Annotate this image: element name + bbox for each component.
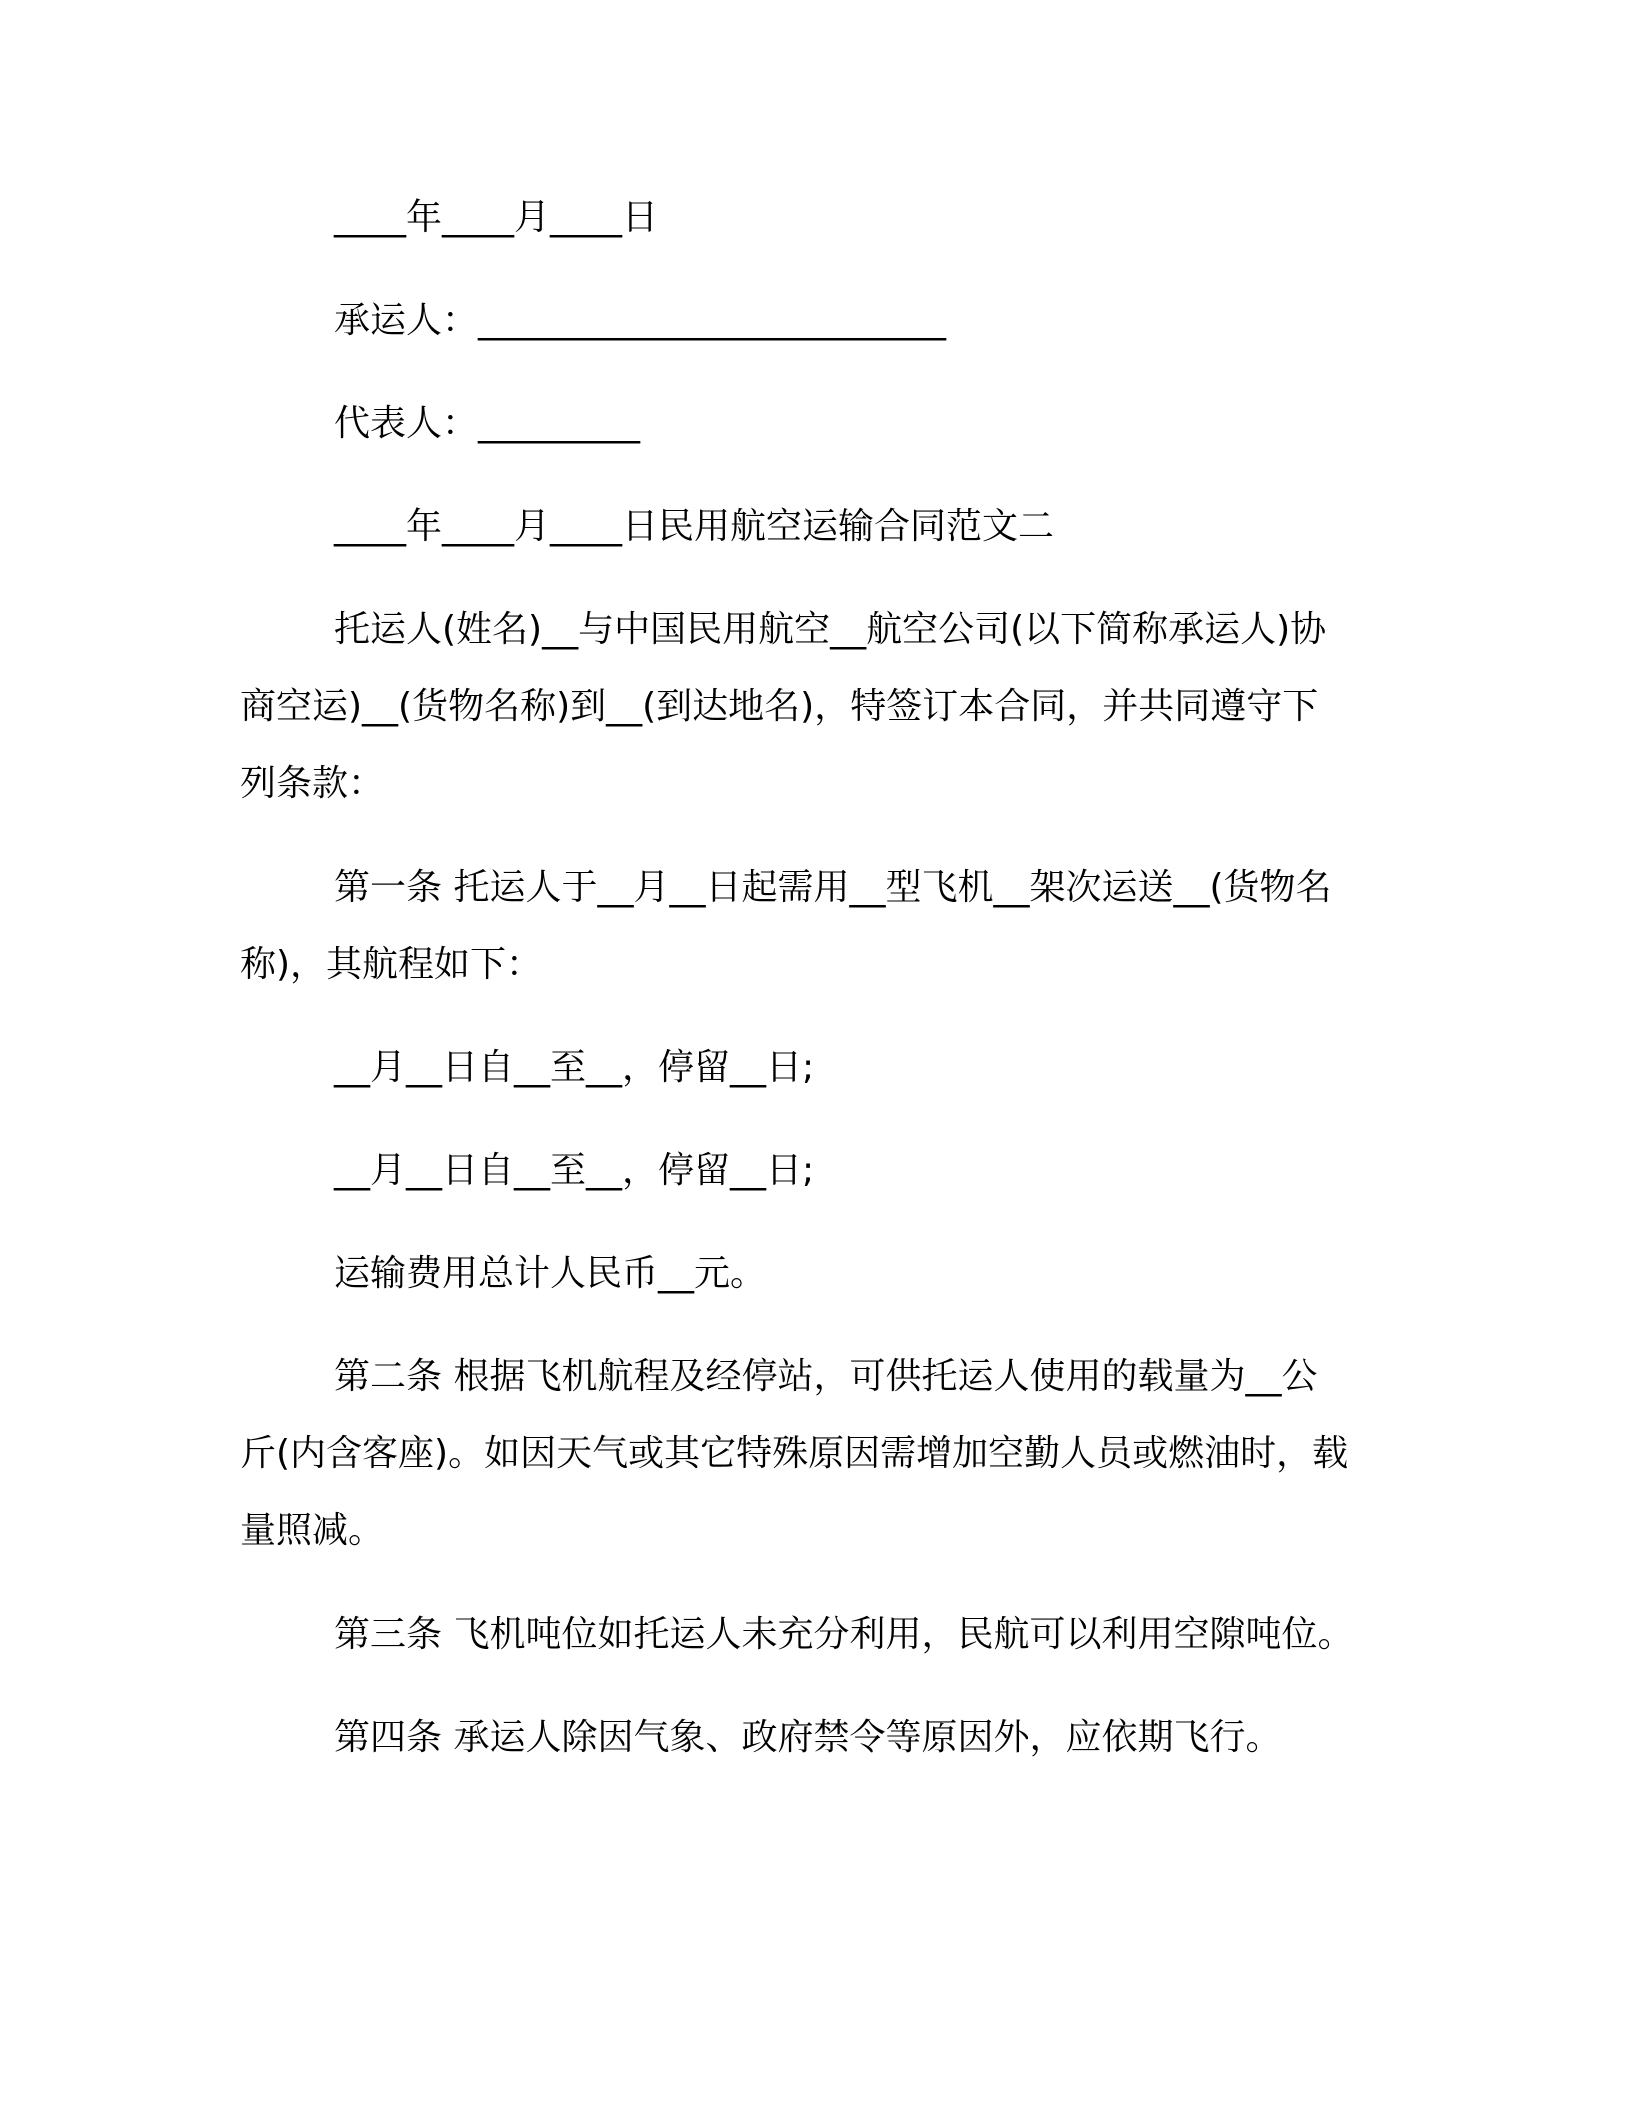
transport-fee-line: 运输费用总计人民币__元。	[334, 1253, 767, 1294]
carrier-line: 承运人：__________________________	[334, 300, 947, 341]
article-1-line-2: 称)，其航程如下：	[240, 944, 543, 985]
intro-paragraph-line-2: 商空运)__(货物名称)到__(到达地名)，特签订本合同，并共同遵守下	[240, 686, 1319, 727]
article-2-line-1: 第二条 根据飞机航程及经停站，可供托运人使用的载量为__公	[334, 1356, 1318, 1397]
intro-paragraph-line-1: 托运人(姓名)__与中国民用航空__航空公司(以下简称承运人)协	[334, 609, 1327, 650]
article-1-line-1: 第一条 托运人于__月__日起需用__型飞机__架次运送__(货物名	[334, 867, 1332, 908]
intro-paragraph-line-3: 列条款：	[240, 763, 385, 804]
date-line: ____年____月____日	[334, 197, 659, 238]
article-4-line: 第四条 承运人除因气象、政府禁令等原因外，应依期飞行。	[334, 1717, 1282, 1758]
route-line-1: __月__日自__至__，停留__日;	[334, 1047, 815, 1088]
article-2-line-3: 量照减。	[240, 1510, 385, 1551]
route-line-2: __月__日自__至__，停留__日;	[334, 1150, 815, 1191]
article-3-line: 第三条 飞机吨位如托运人未充分利用，民航可以利用空隙吨位。	[334, 1614, 1354, 1655]
date-title-line: ____年____月____日民用航空运输合同范文二	[334, 506, 1055, 547]
representative-line: 代表人：_________	[334, 403, 641, 444]
article-2-line-2: 斤(内含客座)。如因天气或其它特殊原因需增加空勤人员或燃油时，载	[240, 1433, 1349, 1474]
